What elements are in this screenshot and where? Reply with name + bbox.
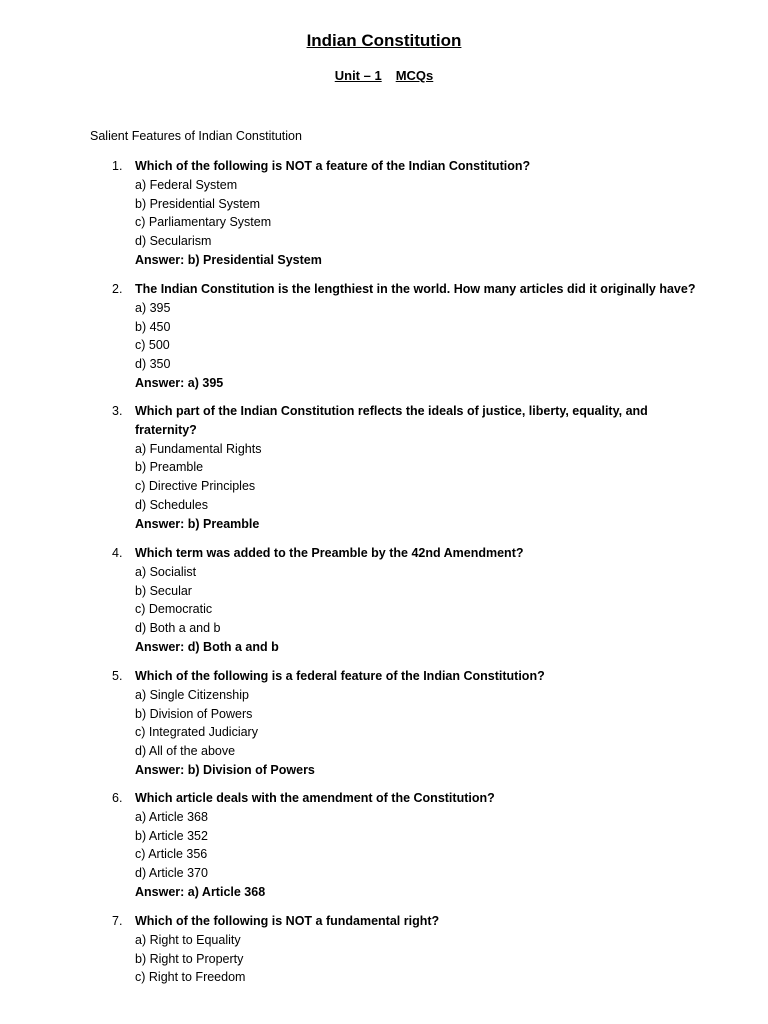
answer-line: Answer: b) Presidential System <box>135 252 322 267</box>
option-d: d) Both a and b <box>135 621 221 636</box>
answer-line: Answer: d) Both a and b <box>135 639 279 654</box>
answer-line: Answer: a) Article 368 <box>135 884 266 899</box>
option-d: d) Secularism <box>135 234 212 249</box>
question-number: 5. <box>112 669 123 683</box>
option-b: b) Preamble <box>135 460 204 475</box>
option-b: b) Article 352 <box>135 828 208 843</box>
question-6 <box>112 789 712 902</box>
question-number: 4. <box>112 546 123 560</box>
option-c: c) Democratic <box>135 602 213 617</box>
page-title: Indian Constitution <box>306 31 462 50</box>
option-a: a) 395 <box>135 300 171 315</box>
option-d: d) Article 370 <box>135 866 208 881</box>
question-number: 7. <box>112 914 123 928</box>
option-b: b) 450 <box>135 319 171 334</box>
option-a: a) Federal System <box>135 177 238 192</box>
question-number: 3. <box>112 404 123 418</box>
option-c: c) Parliamentary System <box>135 215 272 230</box>
unit-label: Unit – 1 <box>334 68 382 83</box>
question-text: Which of the following is NOT a fundamental right? <box>135 914 440 928</box>
question-2 <box>112 280 712 393</box>
question-text: Which part of the Indian Constitution reflects the ideals of justice, liberty, equality, and fraternity? <box>135 404 648 437</box>
option-b: b) Right to Property <box>135 951 244 966</box>
option-c: c) Article 356 <box>135 847 208 862</box>
option-d: d) 350 <box>135 357 171 372</box>
option-b: b) Division of Powers <box>135 706 253 721</box>
option-b: b) Secular <box>135 583 192 598</box>
option-c: c) Integrated Judiciary <box>135 725 258 740</box>
question-number: 1. <box>112 159 123 173</box>
question-5 <box>112 667 712 780</box>
question-text: Which of the following is NOT a feature of the Indian Constitution? <box>135 159 531 173</box>
question-number: 6. <box>112 791 123 805</box>
answer-line: Answer: b) Preamble <box>135 516 260 531</box>
question-number: 2. <box>112 282 123 296</box>
option-d: d) All of the above <box>135 744 236 759</box>
option-c: c) Directive Principles <box>135 479 256 494</box>
option-b: b) Presidential System <box>135 196 261 211</box>
question-text: Which article deals with the amendment of the Constitution? <box>135 791 495 805</box>
option-c: c) Right to Freedom <box>135 970 246 985</box>
question-4 <box>112 544 712 657</box>
answer-line: Answer: b) Division of Powers <box>135 762 315 777</box>
option-a: a) Socialist <box>135 564 197 579</box>
question-text: Which of the following is a federal feature of the Indian Constitution? <box>135 669 545 683</box>
section-heading: Salient Features of Indian Constitution <box>90 129 302 143</box>
option-a: a) Single Citizenship <box>135 687 249 702</box>
mcqs-label: MCQs <box>395 68 434 83</box>
answer-line: Answer: a) 395 <box>135 375 224 390</box>
option-d: d) Schedules <box>135 497 208 512</box>
option-c: c) 500 <box>135 338 170 353</box>
option-a: a) Right to Equality <box>135 932 241 947</box>
question-3 <box>112 402 712 534</box>
question-1 <box>112 157 712 270</box>
question-text: Which term was added to the Preamble by the 42nd Amendment? <box>135 546 524 560</box>
option-a: a) Article 368 <box>135 809 208 824</box>
question-7 <box>112 912 712 987</box>
question-text: The Indian Constitution is the lengthiest in the world. How many articles did it originally have? <box>135 282 696 296</box>
option-a: a) Fundamental Rights <box>135 441 262 456</box>
page-subtitle <box>0 68 768 83</box>
